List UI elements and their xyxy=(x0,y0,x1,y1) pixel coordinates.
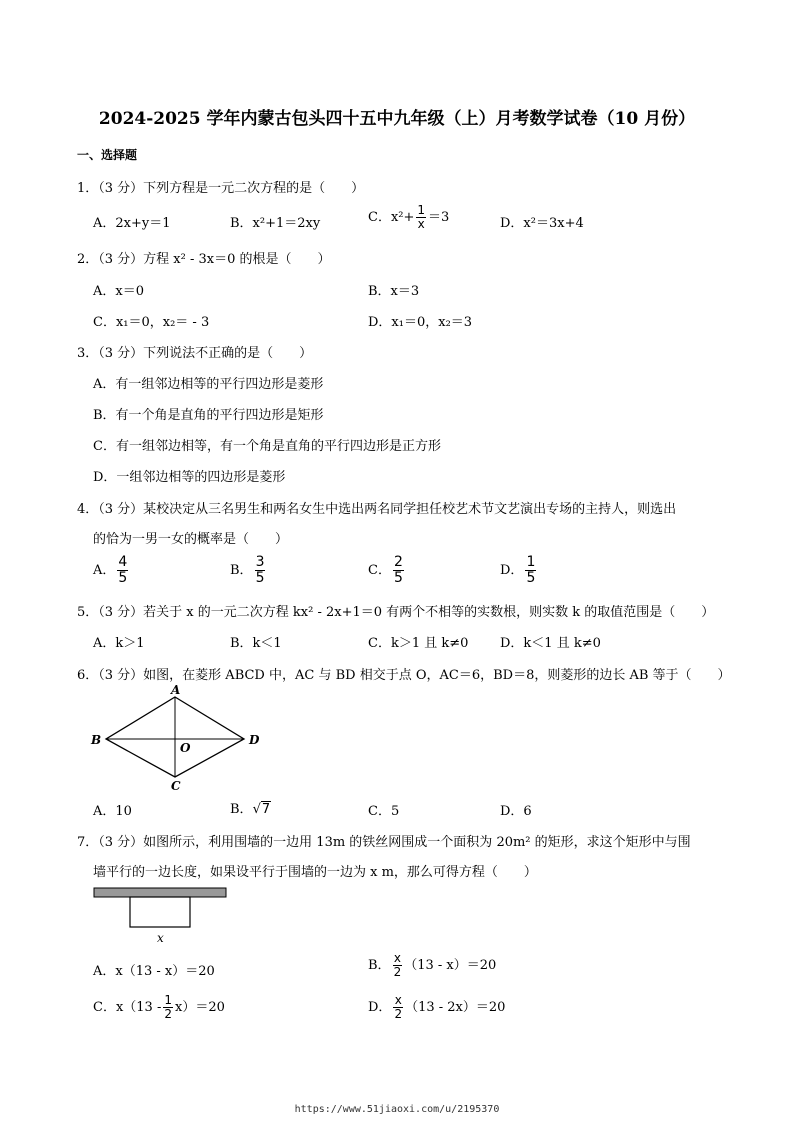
question-4-stem-line1: 4．（3 分）某校决定从三名男生和两名女生中选出两名同学担任校艺术节文艺演出专场的主持人，则选出 xyxy=(77,502,677,517)
fraction-numerator: 4 xyxy=(118,554,128,570)
q1-option-c-suffix: ＝3 xyxy=(428,210,450,225)
fraction-numerator: 3 xyxy=(255,554,265,570)
option-label: D． xyxy=(368,1000,392,1015)
question-7-stem-line1: 7．（3 分）如图所示，利用围墙的一边用 13m 的铁丝网围成一个面积为 20m² 的矩形，求这个矩形中与围 xyxy=(77,835,691,850)
q7-option-d xyxy=(368,994,505,1021)
fraction xyxy=(255,555,266,586)
q5-option-d: D．k＜1 且 k≠0 xyxy=(500,636,601,651)
q4-option-c xyxy=(368,555,406,586)
question-2-stem: 2．（3 分）方程 x² - 3x＝0 的根是（ ） xyxy=(77,252,331,267)
q6-option-a: A．10 xyxy=(93,804,132,819)
q1-option-a: A．2x+y＝1 xyxy=(93,216,171,231)
fraction-numerator: 2 xyxy=(393,554,403,570)
q7-option-b xyxy=(368,952,496,979)
footer-url: https://www.51jiaoxi.com/u/2195370 xyxy=(294,1104,500,1115)
section-heading: 一、选择题 xyxy=(77,148,138,162)
center-label-o: O xyxy=(180,741,191,755)
q4-option-b xyxy=(230,555,267,586)
fraction-denominator: 5 xyxy=(255,570,265,586)
vertex-label-c: C xyxy=(171,779,181,793)
fraction-denominator: 5 xyxy=(526,570,536,586)
fraction-denominator: 2 xyxy=(393,965,402,979)
q5-option-c: C．k＞1 且 k≠0 xyxy=(368,636,469,651)
option-label: B． xyxy=(230,802,253,817)
option-label: B． xyxy=(368,958,391,973)
q5-option-a: A．k＞1 xyxy=(93,636,145,651)
fence-figure xyxy=(92,885,232,945)
fraction xyxy=(117,555,128,586)
q2-option-a: A．x＝0 xyxy=(93,284,144,299)
option-prefix: C．x（13 - xyxy=(93,1000,162,1015)
question-4-stem-line2: 的恰为一男一女的概率是（ ） xyxy=(93,532,289,547)
question-5-stem: 5．（3 分）若关于 x 的一元二次方程 kx² - 2x+1＝0 有两个不相等的实数根，则实数 k 的取值范围是（ ） xyxy=(77,605,715,620)
option-suffix: （13 - 2x）＝20 xyxy=(405,1000,506,1015)
option-label: C． xyxy=(368,563,391,578)
fraction-numerator: x xyxy=(394,993,402,1007)
fraction-denominator: 2 xyxy=(394,1007,403,1021)
q7-option-a: A．x（13 - x）＝20 xyxy=(93,964,215,979)
q6-option-d: D．6 xyxy=(500,804,532,819)
q4-option-a xyxy=(93,555,130,586)
q2-option-b: B．x＝3 xyxy=(368,284,420,299)
vertex-label-a: A xyxy=(171,683,181,697)
fraction-denominator: 2 xyxy=(164,1007,172,1021)
q2-option-c: C．x₁＝0，x₂＝ - 3 xyxy=(93,315,210,330)
option-suffix: x）＝20 xyxy=(175,1000,225,1015)
vertex-label-d: D xyxy=(249,733,260,747)
q6-option-b xyxy=(230,798,271,817)
q2-option-d: D．x₁＝0，x₂＝3 xyxy=(368,315,473,330)
wall xyxy=(94,888,226,897)
q1-option-c xyxy=(368,204,449,231)
vertex-label-b: B xyxy=(91,733,102,747)
fraction xyxy=(525,555,536,586)
rhombus-figure xyxy=(88,683,268,793)
side-label-x: x xyxy=(157,931,164,945)
option-label: B． xyxy=(230,563,253,578)
fraction-numerator: 1 xyxy=(526,554,536,570)
fenced-rectangle xyxy=(130,897,190,927)
question-6-stem: 6．（3 分）如图，在菱形 ABCD 中，AC 与 BD 相交于点 O，AC＝6，BD＝8，则菱形的边长 AB 等于（ ） xyxy=(77,668,731,683)
fraction-denominator: 5 xyxy=(118,570,128,586)
option-suffix: （13 - x）＝20 xyxy=(404,958,497,973)
fraction-numerator: 1 xyxy=(164,993,172,1007)
option-label: D． xyxy=(500,563,524,578)
option-label: A． xyxy=(93,563,116,578)
question-3-stem: 3．（3 分）下列说法不正确的是（ ） xyxy=(77,346,313,361)
question-1-stem: 1．（3 分）下列方程是一元二次方程的是（ ） xyxy=(77,181,365,196)
q6-option-c: C．5 xyxy=(368,804,400,819)
fraction xyxy=(393,952,403,979)
q1-option-b: B．x²+1＝2xy xyxy=(230,216,321,231)
q4-option-d xyxy=(500,555,538,586)
fraction xyxy=(416,204,426,231)
q5-option-b: B．k＜1 xyxy=(230,636,282,651)
q3-option-a: A．有一组邻边相等的平行四边形是菱形 xyxy=(93,377,324,392)
sqrt-radicand: 7 xyxy=(261,802,271,817)
fraction xyxy=(393,994,403,1021)
q1-option-c-prefix: C．x²+ xyxy=(368,210,415,225)
q3-option-d: D．一组邻边相等的四边形是菱形 xyxy=(93,470,286,485)
q3-option-b: B．有一个角是直角的平行四边形是矩形 xyxy=(93,408,324,423)
q1-option-d: D．x²＝3x+4 xyxy=(500,216,584,231)
sqrt-expression: √7 xyxy=(252,802,271,817)
page-title: 2024-2025 学年内蒙古包头四十五中九年级（上）月考数学试卷（10 月份） xyxy=(98,109,696,129)
fraction-numerator: x xyxy=(393,951,401,965)
q3-option-c: C．有一组邻边相等，有一个角是直角的平行四边形是正方形 xyxy=(93,439,441,454)
fraction-numerator: 1 xyxy=(417,203,426,217)
fraction-denominator: 5 xyxy=(393,570,403,586)
fraction xyxy=(163,994,173,1021)
question-7-stem-line2: 墙平行的一边长度，如果设平行于围墙的一边为 x m，那么可得方程（ ） xyxy=(93,865,537,880)
fraction-denominator: x xyxy=(417,217,425,231)
fraction xyxy=(393,555,404,586)
q7-option-c xyxy=(93,994,225,1021)
